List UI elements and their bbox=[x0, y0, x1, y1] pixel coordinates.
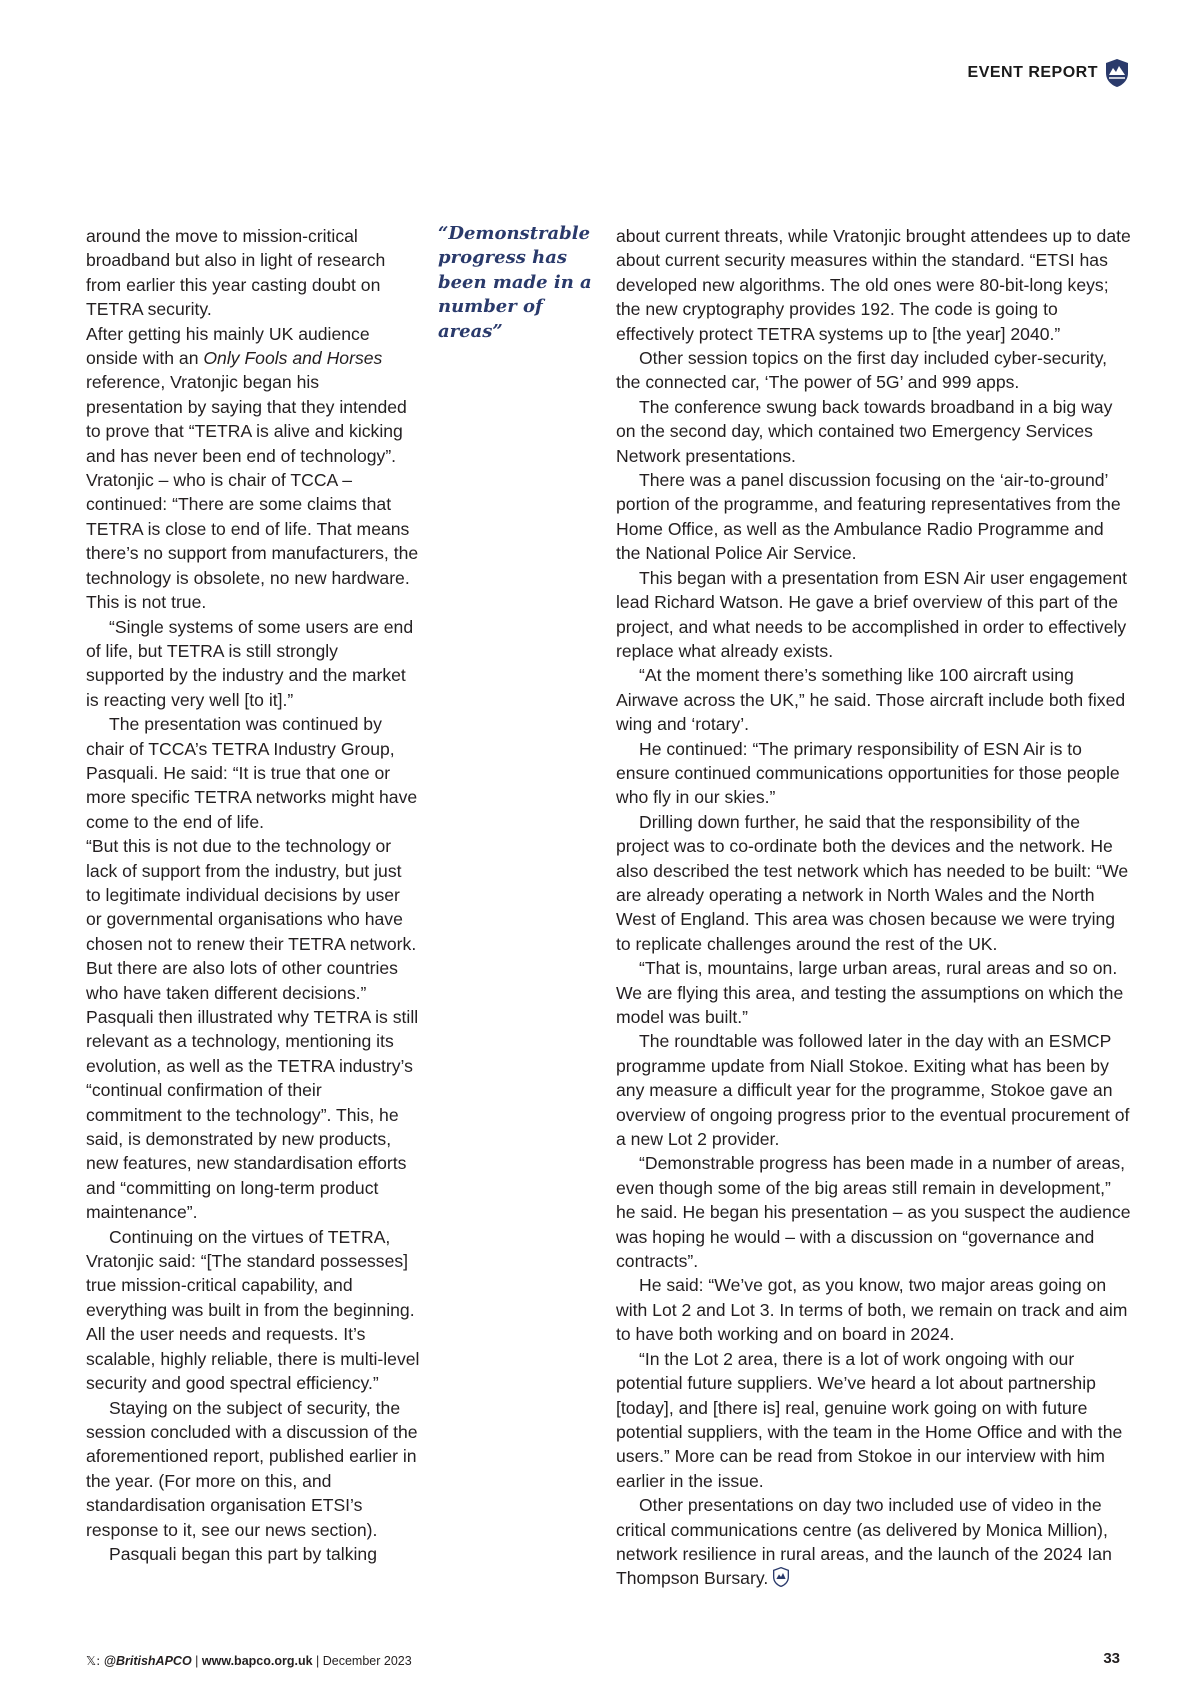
paragraph: “At the moment there’s something like 100 aircraft using Airwave across the UK,” he said. Those aircraft include both fixed wing and ‘rotary’. bbox=[616, 665, 1126, 735]
bapco-shield-icon bbox=[1104, 58, 1130, 88]
paragraph: about current threats, while Vratonjic brought attendees up to date about current security measures within the standard. “ETSI has developed new algorithms. The old ones were 80-bit-long keys; the new cryptography provides 192. The code is going to effectively protect TETRA systems up to [the year] 2040.” bbox=[616, 226, 1131, 344]
paragraph: The conference swung back towards broadband in a big way on the second day, which contained two Emergency Services Network presentations. bbox=[616, 396, 1113, 466]
x-logo-icon: 𝕏: bbox=[86, 1653, 101, 1668]
issue-date: December 2023 bbox=[322, 1654, 412, 1668]
show-title: Only Fools and Horses bbox=[203, 348, 383, 369]
pull-quote: “Demonstrable progress has been made in a number of areas” bbox=[438, 223, 592, 342]
paragraph: Pasquali then illustrated why TETRA is still relevant as a technology, mentioning its evolution, as well as the TETRA industry’s “continual confirmation of their commitment to the technology”. This, he said, is demonstrated by new products, new features, new standardisation efforts and “committing on long-term product maintenance”. bbox=[86, 1007, 419, 1223]
end-of-article-shield-icon bbox=[772, 1567, 790, 1587]
paragraph: Other session topics on the first day included cyber-security, the connected car, ‘The power of 5G’ and 999 apps. bbox=[616, 348, 1108, 393]
paragraph: Staying on the subject of security, the session concluded with a discussion of the aforementioned report, published earlier in the year. (For more on this, and standardisation organisation ETSI’s response to it, see our news section). bbox=[86, 1397, 418, 1540]
paragraph: The roundtable was followed later in the day with an ESMCP programme update from Niall Stokoe. Exiting what has been by any measure a difficult year for the programme, Stokoe gave an overview of ongoing progress prior to the eventual procurement of a new Lot 2 provider. bbox=[616, 1031, 1130, 1150]
article-column-left bbox=[86, 224, 420, 1566]
website-link[interactable]: www.bapco.org.uk bbox=[201, 1654, 313, 1668]
paragraph: He said: “We’ve got, as you know, two major areas going on with Lot 2 and Lot 3. In terms of both, we remain on track and aim to have both working and on board in 2024. bbox=[616, 1275, 1128, 1345]
article-column-right bbox=[616, 224, 1132, 1591]
page-number: 33 bbox=[1103, 1650, 1120, 1667]
paragraph: Drilling down further, he said that the responsibility of the project was to co-ordinate both the devices and the network. He also described the test network which has needed to be built: “We are already operating a network in North Wales and the North West of England. This area was chosen because we were trying to replicate challenges around the rest of the UK. bbox=[616, 811, 1129, 954]
section-label: EVENT REPORT bbox=[967, 64, 1098, 81]
social-handle[interactable]: @BritishAPCO bbox=[103, 1654, 192, 1668]
paragraph: There was a panel discussion focusing on the ‘air-to-ground’ portion of the programme, and featuring representatives from the Home Office, as well as the Ambulance Radio Programme and the National Police Air Service. bbox=[616, 470, 1121, 564]
paragraph: “That is, mountains, large urban areas, rural areas and so on. We are flying this area, and testing the assumptions on which the model was built.” bbox=[616, 958, 1124, 1027]
paragraph: The presentation was continued by chair of TCCA’s TETRA Industry Group, Pasquali. He said: “It is true that one or more specific TETRA networks might have come to the end of life. bbox=[86, 714, 418, 832]
paragraph: He continued: “The primary responsibility of ESN Air is to ensure continued communications opportunities for those people who fly in our skies.” bbox=[616, 738, 1120, 808]
paragraph: around the move to mission-critical broadband but also in light of research from earlier this year casting doubt on TETRA security. bbox=[86, 226, 386, 320]
paragraph: “Demonstrable progress has been made in a number of areas, even though some of the big areas still remain in development,” he said. He began his presentation – as you suspect the audience was hoping he would – with a discussion on “governance and contracts”. bbox=[616, 1153, 1131, 1272]
paragraph: Vratonjic – who is chair of TCCA – continued: “There are some claims that TETRA is close to end of life. That means there’s no support from manufacturers, the technology is obsolete, no new hardware. This is not true. bbox=[86, 470, 419, 613]
page-footer: 𝕏: @BritishAPCO | www.bapco.org.uk | December 2023 bbox=[86, 1653, 412, 1668]
paragraph: “Single systems of some users are end of life, but TETRA is still strongly supported by the industry and the market is reacting very well [to it].” bbox=[86, 616, 414, 710]
running-header bbox=[968, 58, 1130, 88]
paragraph: After getting his mainly UK audience onside with an Only Fools and Horses reference, Vratonjic began his presentation by saying that they intended to prove that “TETRA is alive and kicking and has never been end of technology”. bbox=[86, 323, 407, 466]
paragraph: Continuing on the virtues of TETRA, Vratonjic said: “[The standard possesses] true mission-critical capability, and everything was built in from the beginning. All the user needs and requests. It’s scalable, highly reliable, there is multi-level security and good spectral efficiency.” bbox=[86, 1226, 420, 1394]
paragraph: Other presentations on day two included use of video in the critical communications centre (as delivered by Monica Million), network resilience in rural areas, and the launch of the 2024 Ian Thompson Bursary. bbox=[616, 1495, 1112, 1589]
paragraph: “In the Lot 2 area, there is a lot of work ongoing with our potential future suppliers. We’ve heard a lot about partnership [today], and [there is] real, genuine work going on with future potential suppliers, with the team in the Home Office and with the users.” More can be read from Stokoe in our interview with him earlier in the issue. bbox=[616, 1348, 1123, 1491]
paragraph: Pasquali began this part by talking bbox=[109, 1543, 377, 1564]
paragraph: This began with a presentation from ESN Air user engagement lead Richard Watson. He gave a brief overview of this part of the project, and what needs to be accomplished in order to effectively replace what already exists. bbox=[616, 567, 1128, 661]
paragraph: “But this is not due to the technology or lack of support from the industry, but just to legitimate individual decisions by user or governmental organisations who have chosen not to renew their TETRA network. But there are also lots of other countries who have taken different decisions.” bbox=[86, 836, 417, 1003]
